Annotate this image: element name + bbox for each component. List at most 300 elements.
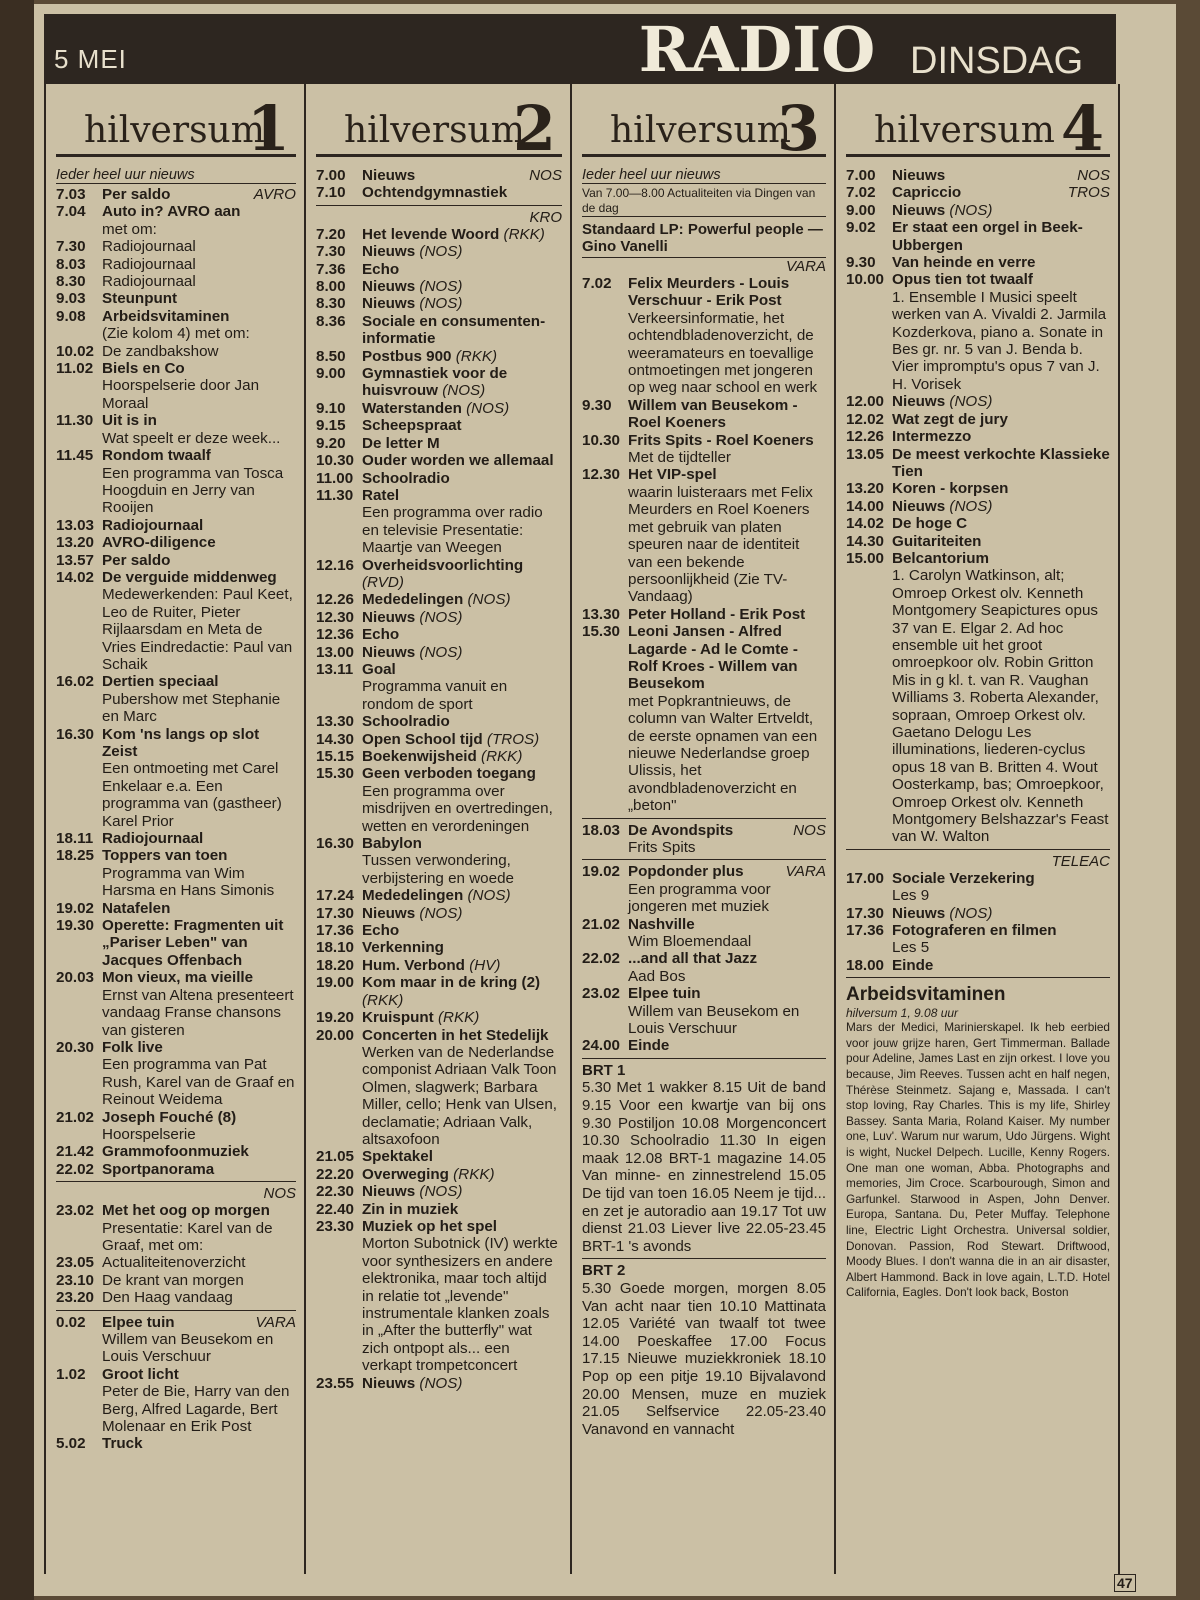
program-entry [316,1183,562,1200]
program-body [362,184,562,201]
program-entry [316,609,562,626]
program-time: 7.02 [846,184,876,202]
program-title: Peter Holland - Erik Post [628,605,806,623]
program-entry [846,870,1110,905]
brt1-block [582,1062,826,1256]
program-title: Overheidsvoorlichting [362,556,524,574]
program-title: Boekenwijsheid [362,748,477,765]
program-body [102,1314,296,1366]
program-body [102,534,296,551]
program-entry [316,243,562,260]
program-time: 9.00 [316,365,346,383]
program-body [628,397,826,432]
program-body [102,1161,296,1178]
station-number: 1 [246,92,290,165]
program-title: Biels en Co [102,360,185,378]
program-title: Nieuws [362,1183,416,1201]
program-time: 11.02 [56,360,94,378]
program-body [102,517,296,534]
program-body [628,623,826,814]
program-title: Open School tijd [362,730,483,748]
broadcaster-tag: VARA [785,863,826,881]
program-title: Nieuws [362,643,416,661]
program-title: Nieuws [362,904,416,922]
program-source: (NOS) [466,399,510,417]
program-time: 9.03 [56,290,86,308]
program-entry [846,957,1110,974]
program-source: (NOS) [419,608,463,626]
program-source: (RKK) [481,748,523,765]
program-time: 16.02 [56,673,95,691]
program-source: (TROS) [486,730,540,748]
program-body [102,308,296,343]
program-title: Guitariteiten [892,532,982,550]
program-description: Pubershow met Stephanie en Marc [102,690,281,726]
program-title: Frits Spits - Roel Koeners [628,431,814,449]
program-body [628,863,826,915]
program-title: Van heinde en verre [892,254,1036,272]
program-body [362,400,562,417]
station-header [582,84,826,165]
program-title: Nieuws [362,1374,416,1392]
program-time: 24.00 [582,1037,621,1055]
program-body [362,226,562,243]
program-title: Echo [362,260,400,278]
program-time: 18.00 [846,956,885,974]
program-entry [56,569,296,673]
program-time: 17.24 [316,887,355,905]
program-time: 14.30 [316,730,355,748]
program-time: 11.00 [316,469,354,487]
program-title: Sportpanorama [102,1160,215,1178]
program-time: 11.30 [56,412,94,430]
program-body [362,365,562,400]
program-entry [56,360,296,412]
program-title: De verguide middenweg [102,568,277,586]
program-time: 8.00 [316,278,346,296]
program-source: (NOS) [467,591,511,609]
program-entry [316,939,562,956]
program-entry [56,917,296,969]
program-entry [56,256,296,273]
program-body [892,393,1110,410]
program-title: Nashville [628,915,695,933]
program-body [892,550,1110,846]
program-body [362,167,562,184]
program-time: 12.16 [316,556,355,574]
broadcaster-tag: NOS [529,167,562,184]
program-description: 1. Carolyn Watkinson, alt; Omroep Orkest olv. Kenneth Montgomery Seapictures opus 37 van E. Elgar 2. Ad hoc ensemble uit het groot omroepkoor olv. Robin Gritton Mis in g kl. t. van R. Vaughan Williams 3. Roberta Alexander, sopraan, Omroep Orkest olv. Gaetano Delogu Les illuminations, liederen-cyclus opus 18 van B. Britten 4. Wout Oosterkamp, bas; Omroepkoor, Omroep Orkest olv. Kenneth Montgomery Belshazzar's Feast van W. Walton [892,567,1109,846]
program-title: Postbus 900 [362,347,452,365]
program-time: 19.20 [316,1009,355,1027]
program-body [628,275,826,397]
broadcaster-label: KRO [529,208,562,226]
program-time: 7.02 [582,275,612,292]
program-body [892,480,1110,497]
page-edge [0,0,34,1600]
program-description: Frits Spits [628,839,696,856]
program-body [892,428,1110,445]
broadcaster-tag: NOS [1077,167,1110,184]
program-entry [316,591,562,608]
program-source: (RKK) [362,991,404,1009]
program-source: (NOS) [419,643,463,661]
separator [582,859,826,860]
program-description: Ernst van Altena presenteert vandaag Franse chansons van gisteren [102,986,294,1039]
program-time: 8.03 [56,255,86,273]
program-title: Capriccio [892,184,962,202]
program-time: 18.20 [316,956,355,974]
program-time: 20.03 [56,969,95,987]
program-entry [316,748,562,765]
program-entry [316,365,562,400]
program-body [102,1435,296,1452]
program-entry [316,1009,562,1026]
program-source: (NOS) [419,243,463,261]
program-entry [316,417,562,434]
program-entry [56,726,296,830]
program-body [362,1183,562,1200]
program-entry [56,847,296,899]
program-title: Zin in muziek [362,1200,459,1218]
program-body [102,203,296,238]
program-entry [56,830,296,847]
program-time: 15.30 [582,623,621,641]
program-body [628,606,826,623]
program-title: ...and all that Jazz [628,950,758,968]
program-entry [316,452,562,469]
brt2-block [582,1262,826,1438]
program-title: Ratel [362,486,400,504]
program-time: 13.00 [316,643,355,661]
program-description: Presentatie: Karel van de Graaf, met om: [102,1219,273,1254]
program-body [892,922,1110,957]
program-time: 12.30 [582,466,621,484]
program-description: Hoorspelserie [102,1125,196,1143]
program-body [892,498,1110,515]
program-description: Les 5 [892,939,930,957]
program-title: Nieuws [892,201,946,219]
program-entry [316,348,562,365]
program-title: Met het oog op morgen [102,1202,270,1220]
program-title: Scheepspraat [362,417,462,435]
station-name: hilversum [874,110,1055,151]
program-time: 13.20 [846,480,885,498]
program-entry [316,1166,562,1183]
program-entry [316,313,562,348]
program-title: Nieuws [892,393,946,411]
program-entry [56,290,296,307]
program-body [362,1201,562,1218]
program-body [892,870,1110,905]
program-entry [582,985,826,1037]
program-body [102,569,296,673]
program-time: 10.30 [316,452,355,470]
program-entry [316,557,562,592]
broadcaster-tag: TROS [1067,184,1110,202]
program-description: Een ontmoeting met Carel Enkelaar e.a. Een programma van (gastheer) Karel Prior [102,760,282,830]
program-title: Auto in? AVRO aan [102,203,241,221]
program-entry [316,1218,562,1375]
program-time: 10.30 [582,431,621,449]
program-title: Mon vieux, ma vieille [102,969,254,987]
program-time: 12.36 [316,626,355,644]
program-title: Ouder worden we allemaal [362,452,554,470]
program-entry [316,922,562,939]
program-entry [316,835,562,887]
program-entry [846,905,1110,922]
program-body [362,470,562,487]
program-body [102,969,296,1039]
program-description: waarin luisteraars met Felix Meurders en Roel Koeners met gebruik van platen speuren naar de identiteit van een bekende persoonlijkheid (Zie TV-Vandaag) [628,483,813,606]
program-title: Nieuws [362,608,416,626]
program-time: 12.00 [846,393,885,411]
program-description: Een programma voor jongeren met muziek [628,880,771,916]
program-time: 16.30 [56,725,95,743]
program-title: Nieuws [362,295,416,313]
program-title: Nieuws [892,167,946,184]
program-time: 17.30 [316,904,355,922]
program-body [892,167,1110,184]
program-description: Medewerkenden: Paul Keet, Leo de Ruiter, Pieter Rijlaarsdam en Meta de Vries Eindredactie: Paul van Schaik [102,586,293,673]
program-entry [56,1435,296,1452]
program-description: Radiojournaal [102,273,196,291]
program-time: 19.02 [582,863,621,881]
program-body [362,974,562,1009]
program-time: 9.10 [316,399,346,417]
program-entry [56,1254,296,1271]
program-body [362,1148,562,1165]
station-number: 4 [1060,92,1104,165]
program-time: 10.00 [846,271,885,289]
program-time: 12.26 [846,428,885,446]
program-entry [56,1039,296,1109]
program-description: Tussen verwondering, verbijstering en woede [362,852,514,887]
program-time: 9.30 [582,396,612,414]
program-entry [56,517,296,534]
program-body [102,412,296,447]
program-body [362,609,562,626]
program-description: Les 9 [892,887,930,905]
program-entry [56,673,296,725]
program-description: Aad Bos [628,967,686,985]
program-body [892,202,1110,219]
program-body [362,278,562,295]
program-title: De meest verkochte Klassieke Tien [892,445,1110,480]
program-entry [846,167,1110,184]
program-time: 20.00 [316,1026,355,1044]
program-title: Sociale en consumenten-informatie [362,312,546,348]
program-entry [582,275,826,397]
program-time: 13.57 [56,551,95,569]
program-time: 21.05 [316,1148,355,1166]
separator [582,1058,826,1059]
program-source: (RVD) [362,573,404,591]
program-time: 22.20 [316,1165,355,1183]
program-body [628,466,826,605]
program-title: Muziek op het spel [362,1217,498,1235]
program-body [628,985,826,1037]
program-time: 5.02 [56,1435,86,1453]
program-entry [316,184,562,201]
program-body [102,186,296,203]
program-time: 10.02 [56,342,95,360]
program-time: 14.02 [56,568,95,586]
program-body [628,1037,826,1054]
program-time: 9.00 [846,201,876,219]
actualities-note: Van 7.00—8.00 Actualiteiten via Dingen van de dag [582,186,826,217]
program-source: (NOS) [442,382,486,400]
program-entry [316,487,562,557]
standard-lp: Standaard LP: Powerful people — Gino Vanelli [582,219,826,258]
header-title: RADIO [592,18,922,82]
program-body [362,887,562,904]
program-body [628,822,826,857]
program-body [362,765,562,835]
program-title: Ochtendgymnastiek [362,184,508,202]
program-title: Grammofoonmuziek [102,1143,249,1161]
program-title: Fotograferen en filmen [892,922,1057,940]
program-entry [316,644,562,661]
program-entry [846,202,1110,219]
program-body [362,435,562,452]
program-entry [56,273,296,290]
program-title: Dertien speciaal [102,673,219,691]
program-description: De zandbakshow [102,342,219,360]
program-body [102,1366,296,1436]
program-title: Groot licht [102,1365,179,1383]
program-entry [56,186,296,203]
program-body [102,830,296,847]
station-name: hilversum [610,110,791,151]
program-entry [56,900,296,917]
program-body [362,1027,562,1149]
program-time: 23.30 [316,1217,355,1235]
program-title: Sociale Verzekering [892,869,1035,887]
program-time: 11.45 [56,447,94,465]
program-entry [582,916,826,951]
station-number: 3 [776,92,820,165]
separator [56,1310,296,1311]
program-source: (NOS) [419,1374,463,1392]
program-description: Willem van Beusekom en Louis Verschuur [628,1002,800,1038]
program-time: 7.20 [316,225,346,243]
program-title: Joseph Fouché (8) [102,1108,237,1126]
program-time: 0.02 [56,1313,86,1331]
program-body [362,1375,562,1392]
program-time: 18.10 [316,939,355,957]
program-source: (NOS) [949,201,993,219]
program-time: 22.40 [316,1200,355,1218]
program-title: Mededelingen [362,887,464,905]
program-entry [846,393,1110,410]
program-description: Morton Subotnick (IV) werkte voor synthesizers en andere elektronika, maar toch altijd in relatie tot „levende" instrumentale klanken zoals in „After the butterfly" wat zich ontpopt als... een verkapt trompetconcert [362,1235,558,1375]
program-body [362,557,562,592]
program-title: Waterstanden [362,399,462,417]
separator [582,818,826,819]
program-entry [56,1161,296,1178]
program-entry [56,1366,296,1436]
program-title: Spektakel [362,1148,433,1166]
broadcaster-label: NOS [263,1185,296,1203]
header-date: 5 MEI [54,44,127,74]
program-body [102,1143,296,1160]
program-description: Programma vanuit en rondom de sport [362,678,508,713]
station-header [846,84,1110,165]
program-time: 22.02 [56,1160,95,1178]
program-title: Per saldo [102,186,171,203]
program-source: (RKK) [455,347,498,365]
program-source: (NOS) [467,887,511,905]
program-time: 21.02 [582,915,621,933]
program-body [102,1202,296,1254]
program-title: Intermezzo [892,428,972,446]
program-source: (HV) [469,956,501,974]
program-source: (RKK) [453,1165,495,1183]
program-time: 17.30 [846,904,885,922]
program-title: Belcantorium [892,549,990,567]
program-entry [846,184,1110,201]
program-time: 9.08 [56,307,86,325]
program-time: 19.30 [56,917,95,935]
program-body [362,644,562,661]
program-body [102,273,296,290]
program-title: Opus tien tot twaalf [892,271,1033,289]
program-body [892,957,1110,974]
program-time: 18.11 [56,830,94,848]
program-title: AVRO-diligence [102,534,216,552]
program-entry [316,295,562,312]
program-description: Radiojournaal [102,255,196,273]
program-description: Den Haag vandaag [102,1289,233,1307]
program-entry [316,226,562,243]
column-hilversum-4 [836,84,1118,1574]
program-entry [846,498,1110,515]
program-title: Nieuws [362,278,416,296]
program-title: Mededelingen [362,591,464,609]
program-body [362,591,562,608]
program-title: Gymnastiek voor de huisvrouw [362,365,508,400]
program-time: 9.15 [316,417,346,435]
program-title: Nieuws [362,167,416,184]
program-title: Rondom twaalf [102,447,211,465]
program-time: 18.03 [582,821,621,839]
program-entry [316,435,562,452]
column-hilversum-3 [572,84,836,1574]
program-body [102,1272,296,1289]
program-time: 7.04 [56,203,86,221]
program-source: (NOS) [949,393,993,411]
program-entry [56,534,296,551]
program-body [102,1289,296,1306]
program-title: Leoni Jansen - Alfred Lagarde - Ad le Comte - Rolf Kroes - Willem van Beusekom [628,623,798,693]
program-body [628,432,826,467]
program-time: 7.36 [316,260,346,278]
program-title: Hum. Verbond [362,956,465,974]
program-entry [316,905,562,922]
program-body [362,713,562,730]
program-time: 12.26 [316,591,355,609]
program-time: 7.00 [316,167,346,184]
program-time: 13.20 [56,534,95,552]
program-time: 23.20 [56,1289,95,1307]
program-entry [316,887,562,904]
news-note: Ieder heel uur nieuws [56,167,296,184]
program-body [362,835,562,887]
program-title: Overweging [362,1165,449,1183]
program-description: Programma van Wim Harsma en Hans Simonis [102,864,275,900]
program-title: Folk live [102,1038,163,1056]
